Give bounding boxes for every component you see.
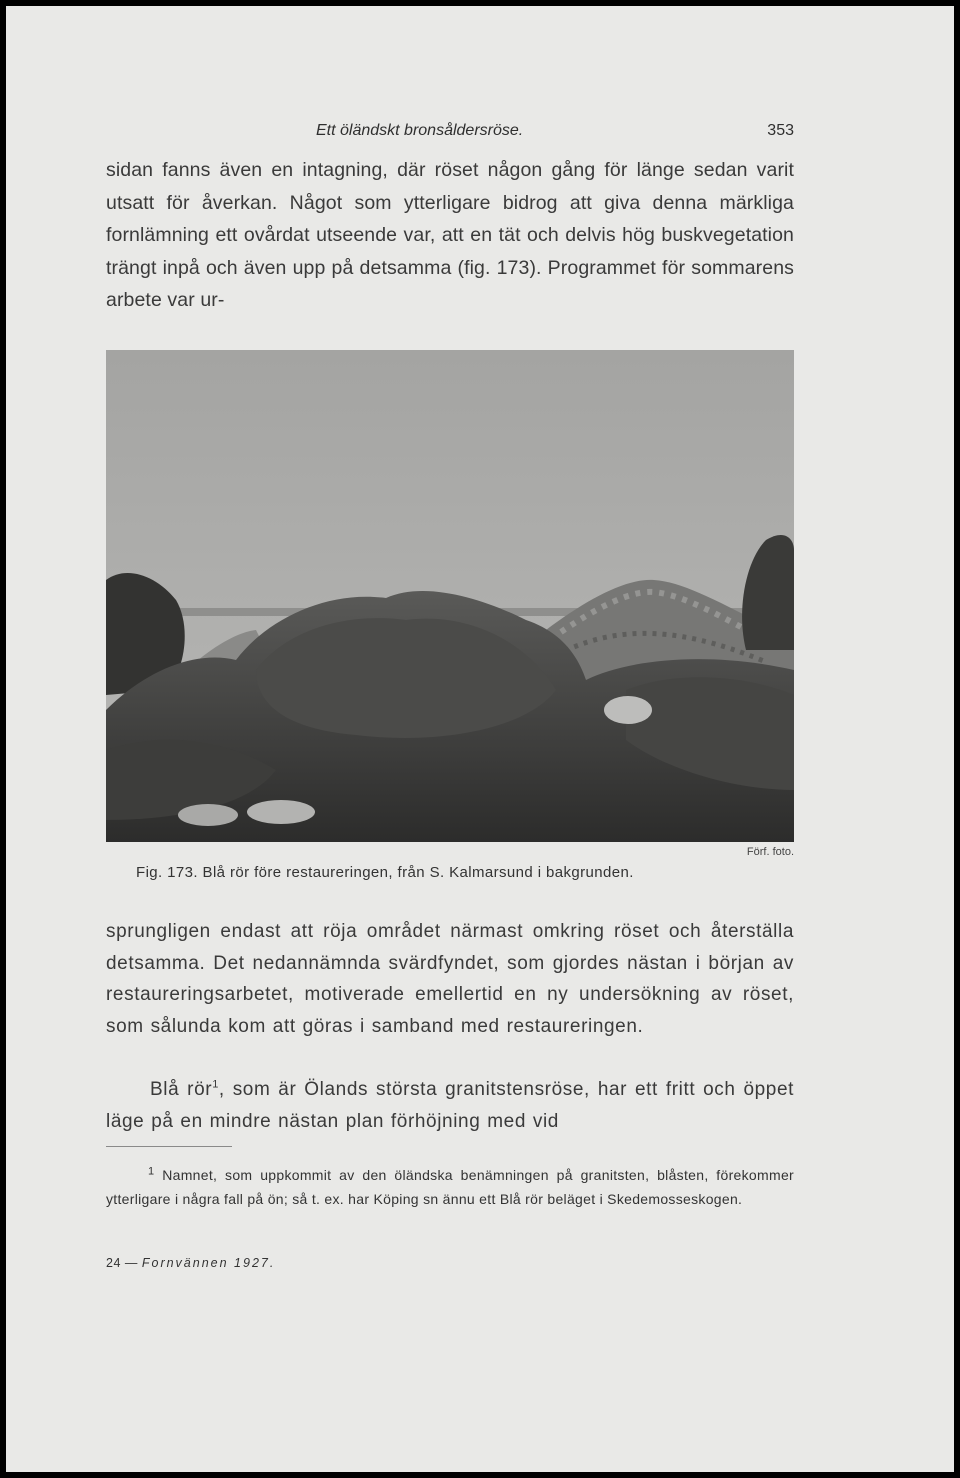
body-paragraph-3	[106, 1074, 794, 1137]
running-header	[106, 122, 794, 148]
running-title: Ett öländskt bronsåldersröse.	[316, 122, 524, 139]
figure-photo	[106, 350, 794, 842]
page	[6, 6, 954, 1472]
page-number: 353	[767, 122, 794, 139]
footnote-reference: 1	[212, 1078, 219, 1091]
body-paragraph-2: sprungligen endast att röja området närmast omkring röset och återställa detsamma. Det nedannämnda svärdfyndet, som gjordes nästan i början av restaureringsarbetet, motiverade emellertid en ny undersökning av röset, som sålunda kom att göras i samband med restaureringen.	[106, 921, 794, 1037]
photo-credit: Förf. foto.	[746, 846, 794, 858]
paragraph-3-rest: , som är Ölands största granitstensröse, har ett fritt och öppet läge på en mindre nästan plan förhöjning med vid	[106, 1079, 794, 1132]
body-paragraph-1: sidan fanns även en intagning, där röset någon gång för länge sedan varit utsatt för åverkan. Något som ytterligare bidrog att giva denna märkliga fornlämning ett ovårdat utseende var, att en tät och delvis hög buskvegetation trängt inpå och även upp på detsamma (fig. 173). Programmet för sommarens arbete var ur-	[106, 159, 794, 311]
journal-name: Fornvännen 1927.	[141, 1256, 276, 1270]
footnote-divider	[106, 1146, 232, 1147]
journal-signature	[106, 1256, 275, 1270]
footnote-mark: 1	[148, 1165, 155, 1178]
footnote	[106, 1164, 794, 1211]
journal-prefix: 24 —	[106, 1256, 142, 1270]
paragraph-3-start: Blå rör	[150, 1079, 213, 1100]
figure-caption: Fig. 173. Blå rör före restaureringen, från S. Kalmarsund i bakgrunden.	[136, 864, 634, 881]
footnote-text: Namnet, som uppkommit av den öländska benämningen på granitsten, blåsten, förekommer ytterligare i några fall på ön; så t. ex. har Köping sn ännu ett Blå rör beläget i Skedemosseskogen.	[106, 1167, 794, 1207]
